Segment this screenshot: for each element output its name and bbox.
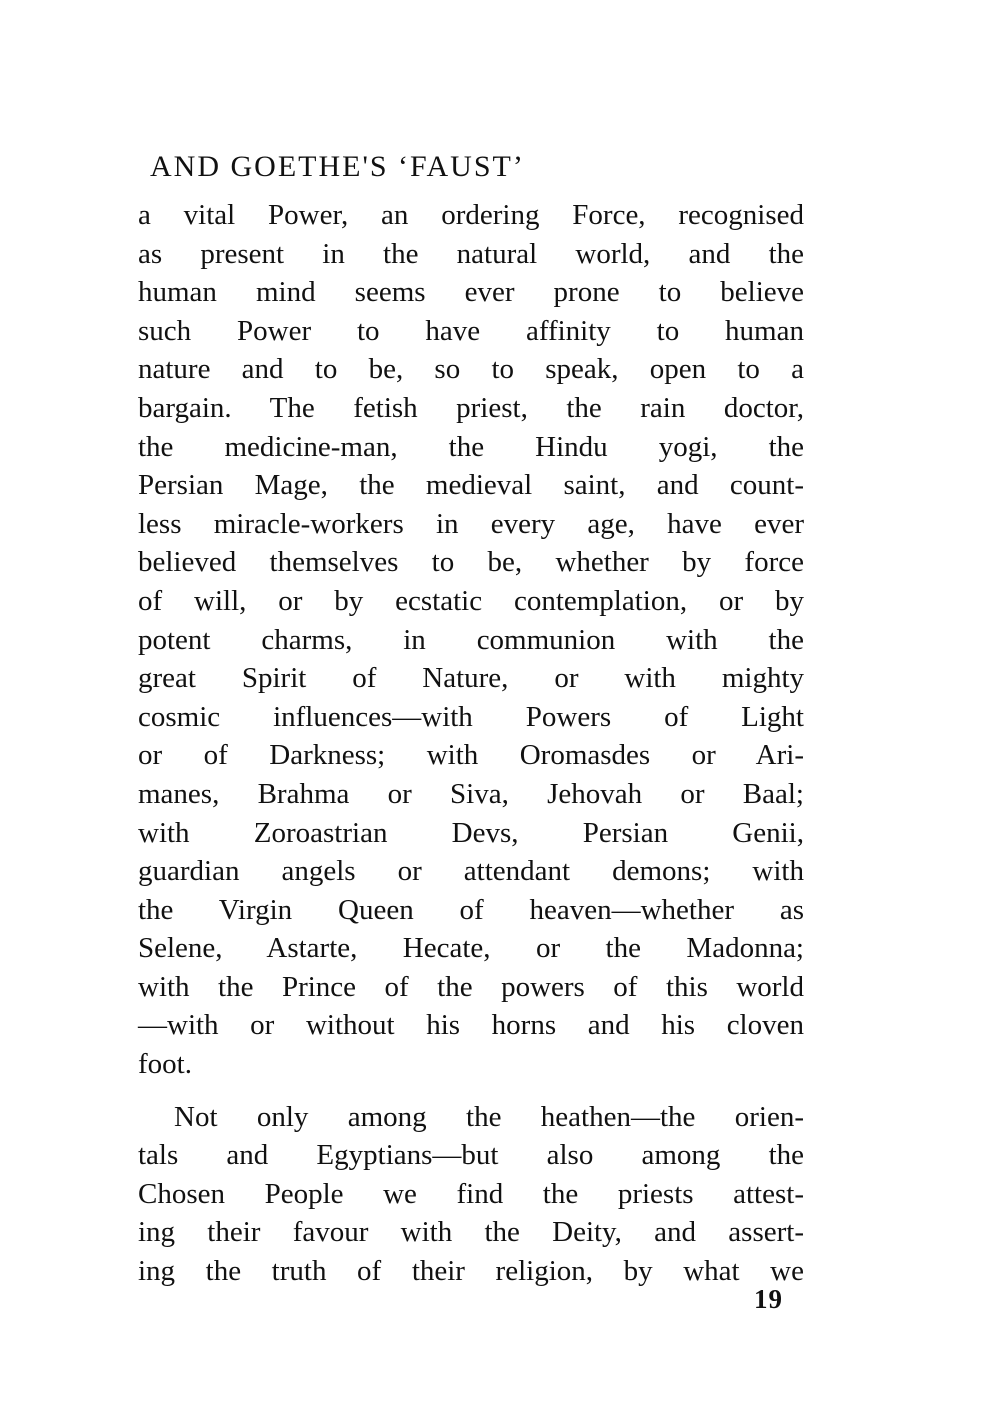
text-line: Persian Mage, the medieval saint, and count- bbox=[138, 469, 804, 502]
text-line: such Power to have affinity to human bbox=[138, 314, 804, 347]
paragraph-gap bbox=[138, 1084, 804, 1098]
text-line: human mind seems ever prone to believe bbox=[138, 276, 804, 309]
paragraph-1 bbox=[138, 196, 804, 1084]
text-line: with Zoroastrian Devs, Persian Genii, bbox=[138, 816, 804, 849]
text-line: manes, Brahma or Siva, Jehovah or Baal; bbox=[138, 777, 804, 810]
text-line: believed themselves to be, whether by force bbox=[138, 546, 804, 579]
text-line: —with or without his horns and his cloven bbox=[138, 1009, 804, 1042]
text-line: of will, or by ecstatic contemplation, or by bbox=[138, 584, 804, 617]
text-line: potent charms, in communion with the bbox=[138, 623, 804, 656]
text-line: the medicine-man, the Hindu yogi, the bbox=[138, 430, 804, 463]
text-line: the Virgin Queen of heaven—whether as bbox=[138, 893, 804, 926]
text-line: a vital Power, an ordering Force, recognised bbox=[138, 199, 804, 231]
text-line: great Spirit of Nature, or with mighty bbox=[138, 662, 804, 695]
text-line: tals and Egyptians—but also among the bbox=[138, 1139, 804, 1172]
text-line: ing their favour with the Deity, and assert- bbox=[138, 1216, 804, 1249]
text-line: as present in the natural world, and the bbox=[138, 237, 804, 270]
text-line: less miracle-workers in every age, have ever bbox=[138, 507, 804, 540]
text-line: foot. bbox=[138, 1048, 192, 1081]
page-number: 19 bbox=[754, 1284, 783, 1314]
text-line: nature and to be, so to speak, open to a bbox=[138, 353, 804, 386]
text-line: guardian angels or attendant demons; with bbox=[138, 855, 804, 888]
running-head: AND GOETHE'S ‘FAUST’ bbox=[150, 150, 525, 183]
body-text bbox=[138, 196, 804, 1291]
paragraph-2 bbox=[138, 1098, 804, 1291]
text-line: with the Prince of the powers of this world bbox=[138, 970, 804, 1003]
text-line: Chosen People we find the priests attest- bbox=[138, 1177, 804, 1210]
text-line: ing the truth of their religion, by what we bbox=[138, 1255, 804, 1288]
text-line: bargain. The fetish priest, the rain doctor, bbox=[138, 391, 804, 424]
text-line: cosmic influences—with Powers of Light bbox=[138, 700, 804, 733]
text-line: Not only among the heathen—the orien- bbox=[174, 1100, 804, 1133]
text-line: Selene, Astarte, Hecate, or the Madonna; bbox=[138, 932, 804, 965]
text-line: or of Darkness; with Oromasdes or Ari- bbox=[138, 739, 804, 772]
